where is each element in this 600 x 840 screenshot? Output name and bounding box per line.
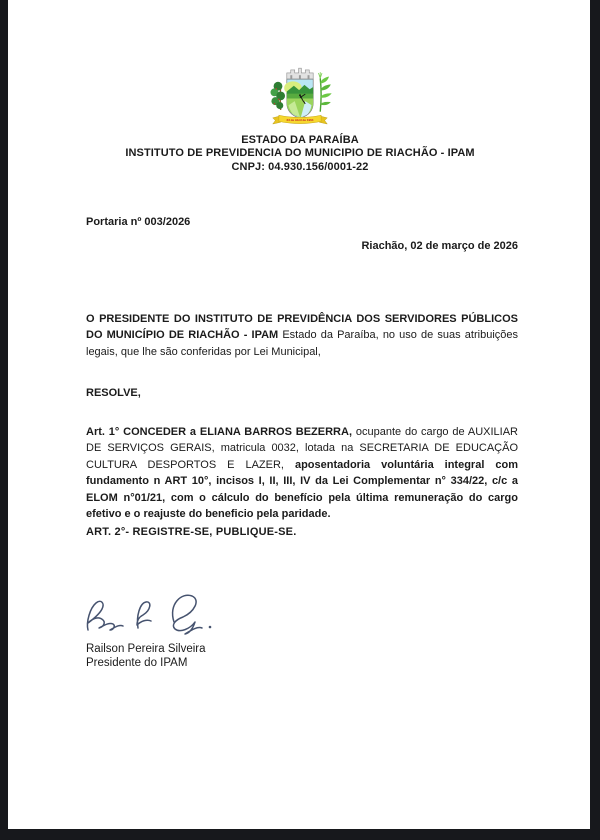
page-border-left xyxy=(0,0,8,840)
article1-run-regular: ocupante do cargo de AUXILIAR DE SERVIÇOS GERAIS, matricula 0032, lotada na SECRETARIA DE EDUCAÇÃO CULTURA DESPORTOS E LAZER, xyxy=(86,426,518,471)
page-border-bottom xyxy=(0,829,600,840)
doc-dateline: Riachão, 02 de março de 2026 xyxy=(361,240,518,252)
doc-reference: Portaria nº 003/2026 xyxy=(86,216,191,228)
org-cnpj: CNPJ: 04.930.156/0001-22 xyxy=(231,160,369,173)
handwritten-signature xyxy=(82,590,242,642)
preamble-run-regular: Estado da Paraíba, no uso de suas atribuições legais, que lhe são conferidas por Lei Municipal, xyxy=(86,329,518,358)
tree-left-icon xyxy=(271,82,286,110)
signer-name: Railson Pereira Silveira xyxy=(86,643,206,655)
coat-of-arms-graphic xyxy=(256,64,344,133)
org-name: INSTITUTO DE PREVIDENCIA DO MUNICIPIO DE RIACHÃO - IPAM xyxy=(125,147,475,160)
signer-title: Presidente do IPAM xyxy=(86,657,188,669)
shield-icon xyxy=(284,79,313,118)
preamble-paragraph xyxy=(86,311,518,360)
resolve-line: RESOLVE, xyxy=(86,387,141,399)
article-2-line: ART. 2°- REGISTRE-SE, PUBLIQUE-SE. xyxy=(86,526,297,538)
article1-run-bold-1: Art. 1° CONCEDER a ELIANA BARROS BEZERRA, xyxy=(86,426,353,438)
signature-icon xyxy=(82,590,242,642)
preamble-run-bold: O PRESIDENTE DO INSTITUTO DE PREVIDÊNCIA DOS SERVIDORES PÚBLICOS DO MUNICÍPIO DE RIACHÃO - IPAM xyxy=(86,313,518,342)
mural-crown-icon xyxy=(287,68,313,79)
coat-of-arms xyxy=(256,64,344,134)
article1-run-bold-2: aposentadoria voluntária integral com fundamento n ART 10°, incisos I, II, III, IV da Lei Complementar n° 334/22, c/c a ELOM n°01/21, com o cálculo do benefício pela última remuneração do cargo efetivo e o reajuste do beneficio pela paridade. xyxy=(86,458,518,521)
plant-right-icon xyxy=(318,72,331,112)
org-state: ESTADO DA PARAÍBA xyxy=(241,134,359,146)
article-1-paragraph xyxy=(86,424,518,522)
letterhead xyxy=(0,134,600,174)
banner-text: 23 de Abril de 1964 xyxy=(286,118,314,123)
page-border-right xyxy=(590,0,600,840)
